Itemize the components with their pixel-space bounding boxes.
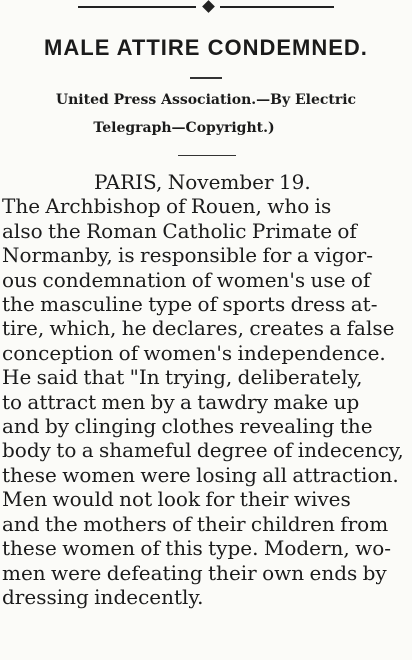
- body-line: the masculine type of sports dress at-: [2, 292, 378, 317]
- body-line: ous condemnation of women's use of: [2, 267, 371, 292]
- credit-line-1: United Press Association.—By Electric: [55, 92, 357, 108]
- headline: MALE ATTIRE CONDEMNED.: [44, 35, 368, 60]
- body-line: these women of this type. Modern, wo-: [2, 536, 392, 561]
- body-line: Men would not look for their wives: [2, 487, 351, 512]
- section-rule: [178, 155, 236, 156]
- body-line: He said that "In trying, deliberately,: [2, 365, 363, 390]
- body-line: tire, which, he declares, creates a false: [2, 316, 395, 341]
- body-line: Normanby, is responsible for a vigor-: [2, 243, 373, 268]
- body-line: conception of women's independence.: [2, 340, 386, 365]
- body-line: The Archbishop of Rouen, who is: [2, 194, 332, 219]
- body-line: also the Roman Catholic Primate of: [2, 218, 357, 243]
- body-line: to attract men by a tawdry make up: [2, 389, 360, 414]
- body-line: and by clinging clothes revealing the: [2, 414, 373, 439]
- body-line: men were defeating their own ends by: [2, 560, 387, 585]
- article-body: [2, 170, 408, 609]
- body-line: dressing indecently.: [2, 584, 204, 609]
- headline-dash-rule: [190, 77, 222, 79]
- body-line: these women were losing all attraction.: [2, 462, 399, 487]
- dateline: PARIS, November 19.: [94, 170, 311, 194]
- top-ornament: [196, 2, 220, 11]
- credit-line-2: Telegraph—Copyright.): [93, 120, 275, 136]
- body-line: body to a shameful degree of indecency,: [2, 438, 404, 463]
- body-line: and the mothers of their children from: [2, 511, 389, 536]
